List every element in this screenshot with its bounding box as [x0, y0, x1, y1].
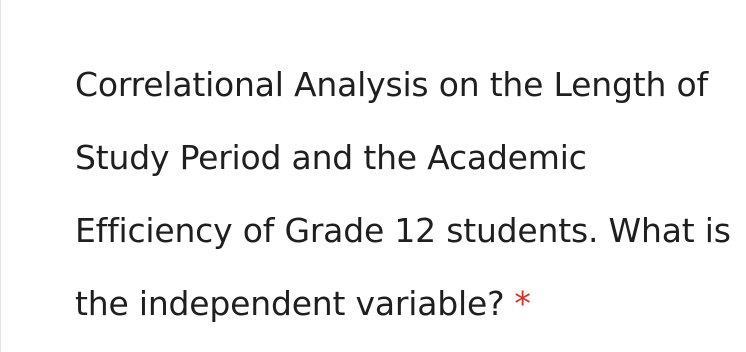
- question-title: [75, 48, 743, 340]
- required-asterisk: *: [514, 284, 531, 323]
- question-text: Correlational Analysis on the Length of Study Period and the Academic Efficiency of Grade 12 students. What is the independent variable?: [75, 65, 731, 323]
